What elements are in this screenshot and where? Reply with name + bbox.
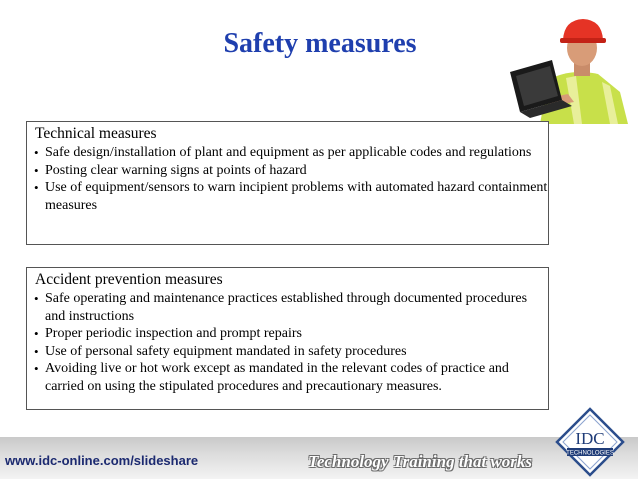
list-item: • Proper periodic inspection and prompt repairs	[35, 325, 548, 343]
accident-prevention-box	[26, 267, 549, 410]
footer-url-link[interactable]: www.idc-online.com/slideshare	[5, 453, 199, 468]
list-item: • Safe design/installation of plant and equipment as per applicable codes and regulations	[35, 144, 548, 162]
technical-measures-heading: Technical measures	[35, 125, 157, 142]
technical-measures-box	[26, 121, 549, 245]
list-item: • Safe operating and maintenance practices established through documented procedures and instructions	[35, 290, 548, 325]
list-item: • Use of equipment/sensors to warn incipient problems with automated hazard containment measures	[35, 179, 548, 214]
technical-measures-list	[35, 144, 548, 214]
accident-prevention-heading: Accident prevention measures	[35, 271, 223, 288]
accident-prevention-list	[35, 290, 548, 395]
list-item: • Posting clear warning signs at points of hazard	[35, 162, 548, 180]
worker-with-laptop-image	[470, 2, 632, 124]
logo-subtext: TECHNOLOGIES	[566, 450, 614, 457]
slide-title: Safety measures	[223, 28, 417, 59]
footer-tagline: Technology Training that works	[308, 452, 533, 471]
logo-text: IDC	[575, 429, 605, 448]
idc-logo-icon	[555, 407, 625, 477]
list-item: • Use of personal safety equipment mandated in safety procedures	[35, 343, 548, 361]
list-item: • Avoiding live or hot work except as mandated in the relevant codes of practice and carried on using the stipulated procedures and precautionary measures.	[35, 360, 548, 395]
